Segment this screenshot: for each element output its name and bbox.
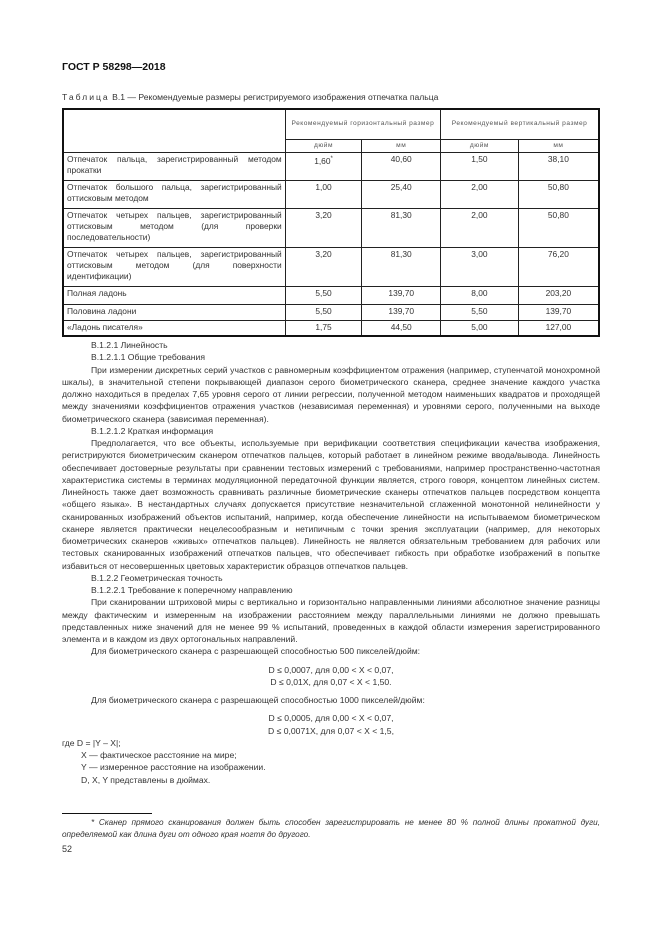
paragraph: При сканировании штриховой миры с вертикально и горизонтально направленными линиями абсолютное значение разницы между фактическим и измеренным на изображении расстоянием между параллельными линиями не должно превышать представленных ниже значений для не менее 99 % испытаний, проведенных в каждой области измерения зарегистрированного элемента и в каждом из двух ортогональных направлений.: [62, 597, 600, 644]
row-label: Полная ладонь: [63, 286, 285, 304]
formula: D ≤ 0,0007, для 0,00 < X < 0,07,: [268, 664, 394, 675]
cell-h-mm: 40,60: [362, 152, 441, 180]
row-label: Отпечаток пальца, зарегистрированный методом прокатки: [63, 152, 285, 180]
definition: Y — измеренное расстояние на изображении.: [81, 762, 266, 773]
table-row: [63, 320, 599, 336]
table-caption-label: Таблица: [62, 92, 110, 102]
size-table: [62, 108, 600, 337]
cell-v-inch: 3,00: [441, 247, 519, 286]
section-heading: В.1.2.2 Геометрическая точность: [91, 572, 223, 583]
unit-header: дюйм: [441, 139, 519, 152]
table-row: [63, 247, 599, 286]
cell-v-mm: 139,70: [518, 304, 599, 320]
header-horizontal: Рекомендуемый горизонтальный размер: [285, 109, 440, 139]
cell-v-inch: 5,50: [441, 304, 519, 320]
cell-v-inch: 5,00: [441, 320, 519, 336]
cell-h-inch: [285, 152, 362, 180]
table-row: [63, 286, 599, 304]
cell-h-inch: [285, 208, 362, 247]
row-label: Отпечаток большого пальца, зарегистрированный оттисковым методом: [63, 180, 285, 208]
cell-h-mm: 81,30: [362, 247, 441, 286]
definition: D, X, Y представлены в дюймах.: [81, 774, 211, 785]
unit-header: дюйм: [285, 139, 362, 152]
unit-header: мм: [362, 139, 441, 152]
footnote-divider: [62, 813, 152, 814]
paragraph: Предполагается, что все объекты, используемые при верификации соответствия спецификации качества изображения, регистрируются биометрическим сканером отпечатков пальцев, который работает в линейном режиме ввода/вывода. Линейность обеспечивает достоверные результаты при сравнении тестовых измерений с требованиями, например пространственно-частотная характеристика системы в терминах модуляционной передаточной функции является, строго говоря, концептом линейных систем. Линейность также дает возможность сравнивать различные биометрические сканеры отпечатков пальцев посредством концепта «общего языка». В нестандартных случаях допускается присутствие незначительной сглаженной монотонной нелинейности у сканированных изображений объектов испытаний, например, когда обеспечение линейности на испытываемом биометрическом сканере является практически нецелесообразным и нетипичным с точки зрения эксплуатации (например, для некоторых биометрических сканеров «живых» отпечатков пальцев). Линейность не является обязательным требованием для рабочих или тестовых сканированных изображений отпечатков пальцев, что обеспечивает гибкость при обработке изображений в попытке избавиться от несовершенных цветовых характеристик образцов отпечатков пальцев.: [62, 438, 600, 571]
document-header: ГОСТ Р 58298—2018: [62, 61, 166, 73]
cell-value: 1,75: [315, 321, 332, 332]
header-vertical: Рекомендуемый вертикальный размер: [441, 109, 599, 139]
cell-v-mm: 50,80: [518, 208, 599, 247]
cell-h-mm: 81,30: [362, 208, 441, 247]
section-heading: В.1.2.2.1 Требование к поперечному направлению: [91, 585, 293, 595]
formula: D ≤ 0,01X, для 0,07 < X < 1,50.: [270, 676, 392, 687]
cell-h-mm: 44,50: [362, 320, 441, 336]
cell-value: 5,50: [315, 287, 332, 298]
cell-v-inch: 1,50: [441, 152, 519, 180]
paragraph: Для биометрического сканера с разрешающей способностью 500 пикселей/дюйм:: [91, 646, 421, 657]
cell-v-mm: 127,00: [518, 320, 599, 336]
footnote-text: * Сканер прямого сканирования должен быть способен зарегистрировать не менее 80 % полной длины прокатной дуги, определяемой как длина дуги от одного края ногтя до другого.: [62, 818, 600, 840]
paragraph: При измерении дискретных серий участков с равномерным коэффициентом отражения (например, ступенчатой монохромной шкалы), в значительной степени покрывающей диапазон серого биометрического сканера, среднее значение каждого участка должно находиться в пределах 7,65 уровня серого от линии регрессии, полученной методом наименьших квадратов и проходящей между значениями коэффициентов отражения участков (независимая переменная) и уровнями серого, полученными на выходе биометрического сканера (зависимая переменная).: [62, 364, 600, 424]
page-number: 52: [62, 844, 73, 854]
table-corner: [63, 109, 285, 152]
cell-h-mm: 139,70: [362, 304, 441, 320]
footnote: [62, 817, 600, 842]
row-label: «Ладонь писателя»: [63, 320, 285, 336]
definition: где D = |Y – X|;: [62, 737, 121, 748]
row-label: Половина ладони: [63, 304, 285, 320]
cell-v-inch: 2,00: [441, 208, 519, 247]
table-caption-text: В.1 — Рекомендуемые размеры регистрируемого изображения отпечатка пальца: [112, 92, 439, 102]
cell-value: 5,50: [315, 305, 332, 316]
section-heading: В.1.2.1.1 Общие требования: [91, 352, 205, 363]
cell-h-mm: 139,70: [362, 286, 441, 304]
footnote-marker: *: [330, 155, 333, 162]
table-row: [63, 208, 599, 247]
cell-v-mm: 50,80: [518, 180, 599, 208]
cell-value: 1,60: [314, 155, 331, 166]
cell-v-inch: 2,00: [441, 180, 519, 208]
cell-v-mm: 76,20: [518, 247, 599, 286]
cell-v-inch: 8,00: [441, 286, 519, 304]
cell-h-inch: [285, 304, 362, 320]
cell-h-inch: [285, 286, 362, 304]
cell-h-inch: [285, 320, 362, 336]
paragraph: Для биометрического сканера с разрешающей способностью 1000 пикселей/дюйм:: [91, 695, 425, 705]
formula: D ≤ 0,0071X, для 0,07 < X < 1,5,: [268, 725, 394, 736]
cell-v-mm: 38,10: [518, 152, 599, 180]
cell-value: 3,20: [315, 248, 332, 259]
formula: D ≤ 0,0005, для 0,00 < X < 0,07,: [268, 713, 394, 724]
cell-value: 1,00: [315, 181, 332, 192]
section-heading: В.1.2.1.2 Краткая информация: [91, 425, 214, 436]
body-text: [62, 339, 600, 786]
cell-h-inch: [285, 180, 362, 208]
row-label: Отпечаток четырех пальцев, зарегистрированный оттисковым методом (для поверхности идентификации): [63, 247, 285, 286]
definition: X — фактическое расстояние на мире;: [81, 750, 237, 760]
table-row: [63, 304, 599, 320]
table-row: [63, 152, 599, 180]
cell-value: 3,20: [315, 209, 332, 220]
row-label: Отпечаток четырех пальцев, зарегистрированный оттисковым методом (для проверки последовательности): [63, 208, 285, 247]
cell-v-mm: 203,20: [518, 286, 599, 304]
table-row: [63, 180, 599, 208]
unit-header: мм: [518, 139, 599, 152]
cell-h-inch: [285, 247, 362, 286]
cell-h-mm: 25,40: [362, 180, 441, 208]
section-heading: В.1.2.1 Линейность: [91, 340, 168, 350]
table-caption: [62, 92, 438, 102]
